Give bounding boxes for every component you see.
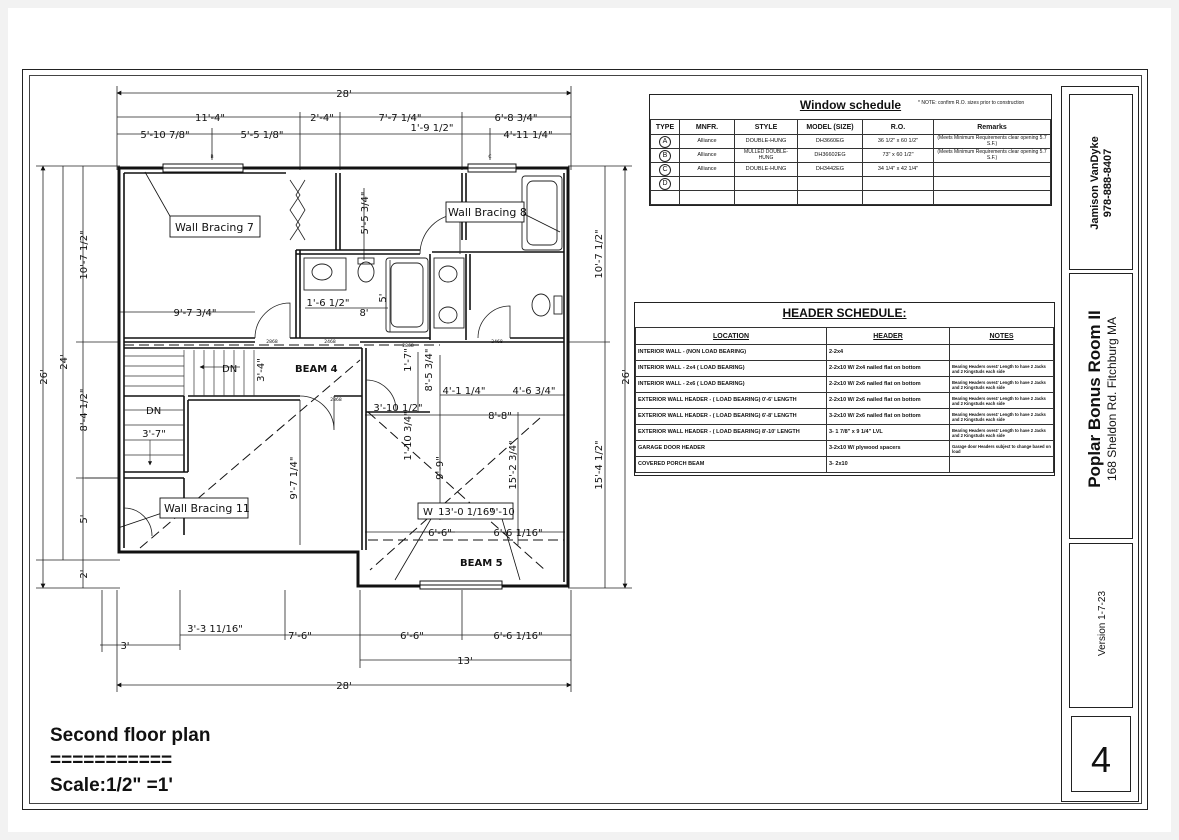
col-notes: NOTES [950, 328, 1054, 345]
cell-notes: Bearing Headers over4' Length to have 2 Jacks and 2 Kingstuds each side [950, 409, 1054, 425]
version-box [1069, 543, 1133, 708]
dim-15-2: 15'-2 3/4" [508, 440, 519, 490]
door-tag-1: 2868 [266, 340, 278, 345]
cell-location: INTERIOR WALL - 2x4 ( LOAD BEARING) [636, 361, 827, 377]
cell-model [798, 177, 863, 191]
dim-bot-3-3: 3'-3 11/16" [187, 624, 243, 635]
dim-top-overall: 28' [336, 89, 352, 100]
window-tag-c: C [488, 155, 492, 160]
table-row [651, 149, 1051, 163]
dim-bot-6-6-1-16: 6'-6 1/16" [493, 631, 543, 642]
dim-1-6: 1'-6 1/2" [306, 298, 350, 309]
cell-remarks [934, 177, 1051, 191]
cell-location: EXTERIOR WALL HEADER - ( LOAD BEARING) 0'-6' LENGTH [636, 393, 827, 409]
cell-style: DOUBLE-HUNG [735, 135, 798, 149]
dim-left-5: 5' [79, 514, 90, 524]
dim-bot-6-6: 6'-6" [400, 631, 424, 642]
cell-header: 3- 2x10 [827, 457, 950, 473]
cell-notes: Bearing Headers over4' Length to have 2 Jacks and 2 Kingstuds each side [950, 393, 1054, 409]
window-schedule [649, 94, 1052, 206]
dim-8-8: 8'-8" [488, 411, 512, 422]
dim-8: 8' [359, 308, 369, 319]
wall-bracing-11-label: Wall Bracing 11 [164, 502, 250, 515]
cell-mnfr: Alliance [680, 135, 735, 149]
table-row [636, 409, 1054, 425]
cell-mnfr: Alliance [680, 163, 735, 177]
dim-1-10: 1'-10 3/4" [403, 411, 414, 461]
cell-location: INTERIOR WALL - (NON LOAD BEARING) [636, 345, 827, 361]
dim-left-10-7: 10'-7 1/2" [79, 230, 90, 280]
dim-5-5-3-4: 5'-5 3/4" [360, 191, 371, 235]
beam-4-label: BEAM 4 [295, 364, 338, 375]
table-row [636, 377, 1054, 393]
dim-6-6-inner: 6'-6" [428, 528, 452, 539]
dim-4-6: 4'-6 3/4" [512, 386, 556, 397]
dim-top-6-8: 6'-8 3/4" [494, 113, 538, 124]
cell-notes: Bearing Headers over4' Length to have 2 Jacks and 2 Kingstuds each side [950, 361, 1054, 377]
down-label-1: DN [222, 364, 238, 375]
table-row [651, 177, 1051, 191]
cell-ro [863, 177, 934, 191]
dim-top-2-4: 2'-4" [310, 113, 334, 124]
dim-right-15-4: 15'-4 1/2" [594, 440, 605, 490]
window-tag-b: B [210, 155, 214, 160]
header-schedule-title: HEADER SCHEDULE: [782, 306, 907, 320]
dim-3-4: 3'-4" [256, 358, 267, 382]
dim-3-10: 3'-10 1/2" [373, 403, 423, 414]
cell-model: DH3660EG [798, 135, 863, 149]
cell-mnfr: Alliance [680, 149, 735, 163]
col-model: MODEL (SIZE) [798, 120, 863, 135]
dim-left-2: 2' [79, 569, 90, 579]
dim-1-7: 1'-7" [403, 348, 414, 372]
down-label-2: DN [146, 406, 162, 417]
window-schedule-note: * NOTE: confirm R.O. sizes prior to construction [918, 100, 1025, 106]
project-address: 168 Sheldon Rd. Fitchburg MA [1105, 316, 1119, 482]
table-row [636, 441, 1054, 457]
col-ro: R.O. [863, 120, 934, 135]
dim-bot-13: 13' [457, 656, 473, 667]
dim-top-4-11: 4'-11 1/4" [503, 130, 553, 141]
dim-top-7-7: 7'-7 1/4" [378, 113, 422, 124]
dim-bot-3: 3' [120, 641, 130, 652]
drawing-caption [50, 723, 210, 798]
window-schedule-title: Window schedule [799, 98, 902, 112]
drawing-scale: Scale:1/2" =1' [50, 775, 173, 796]
cell-header: 2-2x4 [827, 345, 950, 361]
cell-ro: 36 1/2" x 60 1/2" [863, 135, 934, 149]
dim-left-8-4: 8'-4 1/2" [79, 388, 90, 432]
col-mnfr: MNFR. [680, 120, 735, 135]
table-row [636, 425, 1054, 441]
cell-location: EXTERIOR WALL HEADER - ( LOAD BEARING) 6'-8' LENGTH [636, 409, 827, 425]
cell-header: 2-2x10 W/ 2x4 nailed flat on bottom [827, 361, 950, 377]
door-tag-3: 2868 [330, 398, 342, 403]
wall-bracing-8-label: Wall Bracing 8 [448, 206, 527, 219]
dim-9-7-3-4: 9'-7 3/4" [173, 308, 217, 319]
dim-9-7-1-4: 9'-7 1/4" [289, 456, 300, 500]
type-marker: D [659, 178, 671, 190]
cell-header: 2-2x10 W/ 2x6 nailed flat on bottom [827, 377, 950, 393]
dim-bot-7-6: 7'-6" [288, 631, 312, 642]
cell-remarks: (Meets Minimum Requirements clear opening 5.7 S.F.) [934, 149, 1051, 163]
dim-8-5: 8'-5 3/4" [424, 348, 435, 392]
dim-w: W [423, 507, 433, 518]
table-row [651, 163, 1051, 177]
col-style: STYLE [735, 120, 798, 135]
dim-13-0: 13'-0 1/16" [438, 507, 494, 518]
dim-right-26: 26' [621, 369, 632, 385]
dim-top-5-10: 5'-10 7/8" [140, 130, 190, 141]
cell-ro: 34 1/4" x 42 1/4" [863, 163, 934, 177]
drawing-title: Second floor plan [50, 725, 211, 746]
dim-right-10-7: 10'-7 1/2" [594, 229, 605, 279]
dim-3-7: 3'-7" [142, 429, 166, 440]
door-tag-5: 2868 [402, 344, 414, 349]
cell-notes: Bearing Headers over4' Length to have 2 Jacks and 2 Kingstuds each side [950, 425, 1054, 441]
table-row [651, 135, 1051, 149]
dim-bot-28: 28' [336, 681, 352, 692]
type-marker: B [659, 150, 671, 162]
sheet-number: 4 [1090, 739, 1112, 780]
cell-notes: Bearing Headers over4' Length to have 2 Jacks and 2 Kingstuds each side [950, 377, 1054, 393]
col-location: LOCATION [636, 328, 827, 345]
designer-name: Jamison VanDyke [1089, 136, 1101, 230]
cell-remarks [934, 163, 1051, 177]
cell-location: COVERED PORCH BEAM [636, 457, 827, 473]
project-box [1069, 273, 1133, 539]
cell-style: MULLED DOUBLE-HUNG [735, 149, 798, 163]
table-row [636, 345, 1054, 361]
drawing-title-rule: =========== [50, 750, 173, 771]
type-marker: A [659, 136, 671, 148]
table-row [636, 361, 1054, 377]
dim-top-1-9: 1'-9 1/2" [410, 123, 454, 134]
table-row [651, 191, 1051, 205]
header-schedule-table [635, 327, 1054, 473]
dim-5: 5' [378, 293, 389, 303]
cell-location: EXTERIOR WALL HEADER - ( LOAD BEARING) 8'-10' LENGTH [636, 425, 827, 441]
cell-location: GARAGE DOOR HEADER [636, 441, 827, 457]
col-remarks: Remarks [934, 120, 1051, 135]
cell-mnfr [680, 177, 735, 191]
sheet-number-box [1071, 716, 1131, 792]
window-schedule-table [650, 119, 1051, 205]
cell-notes [950, 345, 1054, 361]
cell-model: DH36602EG [798, 149, 863, 163]
dim-top-5-5: 5'-5 1/8" [240, 130, 284, 141]
dim-4-1: 4'-1 1/4" [442, 386, 486, 397]
designer-phone: 978-888-8407 [1102, 148, 1114, 218]
cell-header: 3- 1 7/8" x 9 1/4" LVL [827, 425, 950, 441]
wall-bracing-7-label: Wall Bracing 7 [175, 221, 254, 234]
cell-model: DH3442EG [798, 163, 863, 177]
version-label: Version 1-7-23 [1097, 590, 1108, 657]
cell-remarks: (Meets Minimum Requirements clear opening 5.7 S.F.) [934, 135, 1051, 149]
door-tag-2: 2468 [324, 340, 336, 345]
dim-left-24: 24' [59, 354, 70, 370]
type-marker: C [659, 164, 671, 176]
dim-6-6-1-16-inner: 6'-6 1/16" [493, 528, 543, 539]
project-name: Poplar Bonus Room II [1085, 310, 1104, 488]
cell-ro: 73" x 60 1/2" [863, 149, 934, 163]
cell-header: 2-2x10 W/ 2x6 nailed flat on bottom [827, 393, 950, 409]
cell-notes: Garage door Headers subject to change based on load [950, 441, 1054, 457]
cell-style [735, 177, 798, 191]
table-row [636, 393, 1054, 409]
table-row [636, 457, 1054, 473]
col-type: TYPE [651, 120, 680, 135]
dim-9-10: 9'-10 [489, 507, 515, 518]
dim-left-26: 26' [39, 369, 50, 385]
cell-location: INTERIOR WALL - 2x6 ( LOAD BEARING) [636, 377, 827, 393]
dim-top-11-4: 11'-4" [194, 113, 226, 124]
cell-header: 3-2x10 W/ plywood spacers [827, 441, 950, 457]
door-tag-4: 2468 [491, 340, 503, 345]
cell-style: DOUBLE-HUNG [735, 163, 798, 177]
col-header: HEADER [827, 328, 950, 345]
dim-9-9: 9'-9" [435, 456, 446, 480]
header-schedule [634, 302, 1055, 476]
cell-notes [950, 457, 1054, 473]
beam-5-label: BEAM 5 [460, 558, 503, 569]
designer-box [1069, 94, 1133, 270]
cell-header: 3-2x10 W/ 2x6 nailed flat on bottom [827, 409, 950, 425]
